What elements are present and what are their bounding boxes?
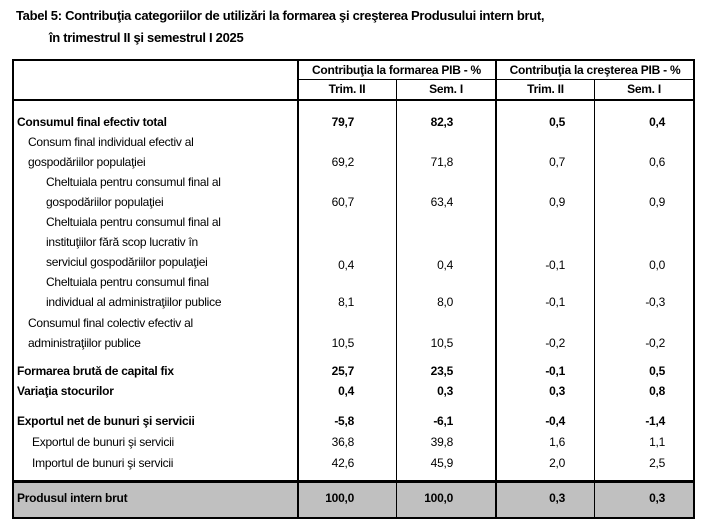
- data-table: [12, 59, 695, 519]
- cell-value: -6,1: [433, 414, 453, 428]
- cell-value: 100,0: [325, 491, 354, 505]
- row-label: instituţiilor fără scop lucrativ în: [46, 235, 198, 249]
- cell-value: 36,8: [331, 435, 354, 449]
- row-label: gospodăriilor populaţiei: [46, 195, 164, 209]
- row-label: Formarea brută de capital fix: [17, 364, 174, 378]
- divider: [495, 61, 497, 517]
- row-label: Cheltuiala pentru consumul final: [46, 275, 209, 289]
- cell-value: -0,4: [545, 414, 565, 428]
- row-label: Exportul net de bunuri şi servicii: [17, 414, 195, 428]
- cell-value: -0,2: [645, 336, 665, 350]
- cell-value: 71,8: [430, 155, 453, 169]
- row-label: Cheltuiala pentru consumul final al: [46, 175, 221, 189]
- cell-value: 60,7: [331, 195, 354, 209]
- cell-value: 0,3: [649, 491, 665, 505]
- cell-value: -5,8: [334, 414, 354, 428]
- cell-value: 10,5: [430, 336, 453, 350]
- row-label: Consumul final colectiv efectiv al: [28, 316, 193, 330]
- cell-value: 0,4: [437, 258, 453, 272]
- cell-value: 1,6: [549, 435, 565, 449]
- cell-value: 2,0: [549, 456, 565, 470]
- table-title-line1: Tabel 5: Contribuţia categoriilor de utilizări la formarea şi creşterea Produsului intern brut,: [16, 8, 545, 23]
- cell-value: 0,7: [549, 155, 565, 169]
- cell-value: 0,4: [338, 258, 354, 272]
- cell-value: 0,0: [649, 258, 665, 272]
- cell-value: 0,5: [649, 364, 665, 378]
- divider: [14, 480, 693, 483]
- cell-value: 0,4: [649, 115, 665, 129]
- row-label: serviciul gospodăriilor populaţiei: [46, 255, 208, 269]
- cell-value: 0,9: [649, 195, 665, 209]
- cell-value: 79,7: [331, 115, 354, 129]
- cell-value: 0,3: [549, 491, 565, 505]
- cell-value: -0,1: [545, 364, 565, 378]
- cell-value: 0,8: [649, 384, 665, 398]
- divider: [594, 80, 595, 517]
- row-label: Exportul de bunuri şi servicii: [32, 435, 174, 449]
- cell-value: 42,6: [331, 456, 354, 470]
- header-group-formation: Contribuţia la formarea PIB - %: [312, 63, 481, 77]
- row-label: gospodăriilor populaţiei: [28, 155, 146, 169]
- cell-value: 82,3: [430, 115, 453, 129]
- cell-value: 0,5: [549, 115, 565, 129]
- cell-value: 10,5: [331, 336, 354, 350]
- cell-value: -0,2: [545, 336, 565, 350]
- cell-value: 2,5: [649, 456, 665, 470]
- row-label: Cheltuiala pentru consumul final al: [46, 215, 221, 229]
- row-label: Variaţia stocurilor: [17, 384, 114, 398]
- cell-value: 8,1: [338, 295, 354, 309]
- cell-value: 39,8: [430, 435, 453, 449]
- header-group-growth: Contribuţia la creşterea PIB - %: [509, 63, 681, 77]
- row-label: Produsul intern brut: [17, 491, 128, 505]
- cell-value: 100,0: [424, 491, 453, 505]
- divider: [14, 99, 693, 101]
- cell-value: 0,3: [437, 384, 453, 398]
- cell-value: 25,7: [331, 364, 354, 378]
- cell-value: -0,3: [645, 295, 665, 309]
- row-label: individual al administraţiilor publice: [46, 295, 222, 309]
- header-col-4: Sem. I: [627, 82, 661, 96]
- row-label: Importul de bunuri şi servicii: [32, 456, 174, 470]
- cell-value: -0,1: [545, 295, 565, 309]
- row-label: Consumul final efectiv total: [17, 115, 167, 129]
- row-label: administraţiilor publice: [28, 336, 141, 350]
- cell-value: 0,6: [649, 155, 665, 169]
- header-col-2: Sem. I: [429, 82, 463, 96]
- cell-value: 0,4: [338, 384, 354, 398]
- header-col-1: Trim. II: [328, 82, 366, 96]
- cell-value: 45,9: [430, 456, 453, 470]
- cell-value: -0,1: [545, 258, 565, 272]
- cell-value: 0,3: [549, 384, 565, 398]
- cell-value: 1,1: [649, 435, 665, 449]
- cell-value: 23,5: [430, 364, 453, 378]
- cell-value: -1,4: [645, 414, 665, 428]
- row-label: Consum final individual efectiv al: [28, 135, 194, 149]
- divider: [298, 79, 693, 80]
- cell-value: 63,4: [430, 195, 453, 209]
- cell-value: 69,2: [331, 155, 354, 169]
- cell-value: 0,9: [549, 195, 565, 209]
- cell-value: 8,0: [437, 295, 453, 309]
- header-col-3: Trim. II: [527, 82, 564, 96]
- table-title-line2: în trimestrul II şi semestrul I 2025: [49, 30, 244, 45]
